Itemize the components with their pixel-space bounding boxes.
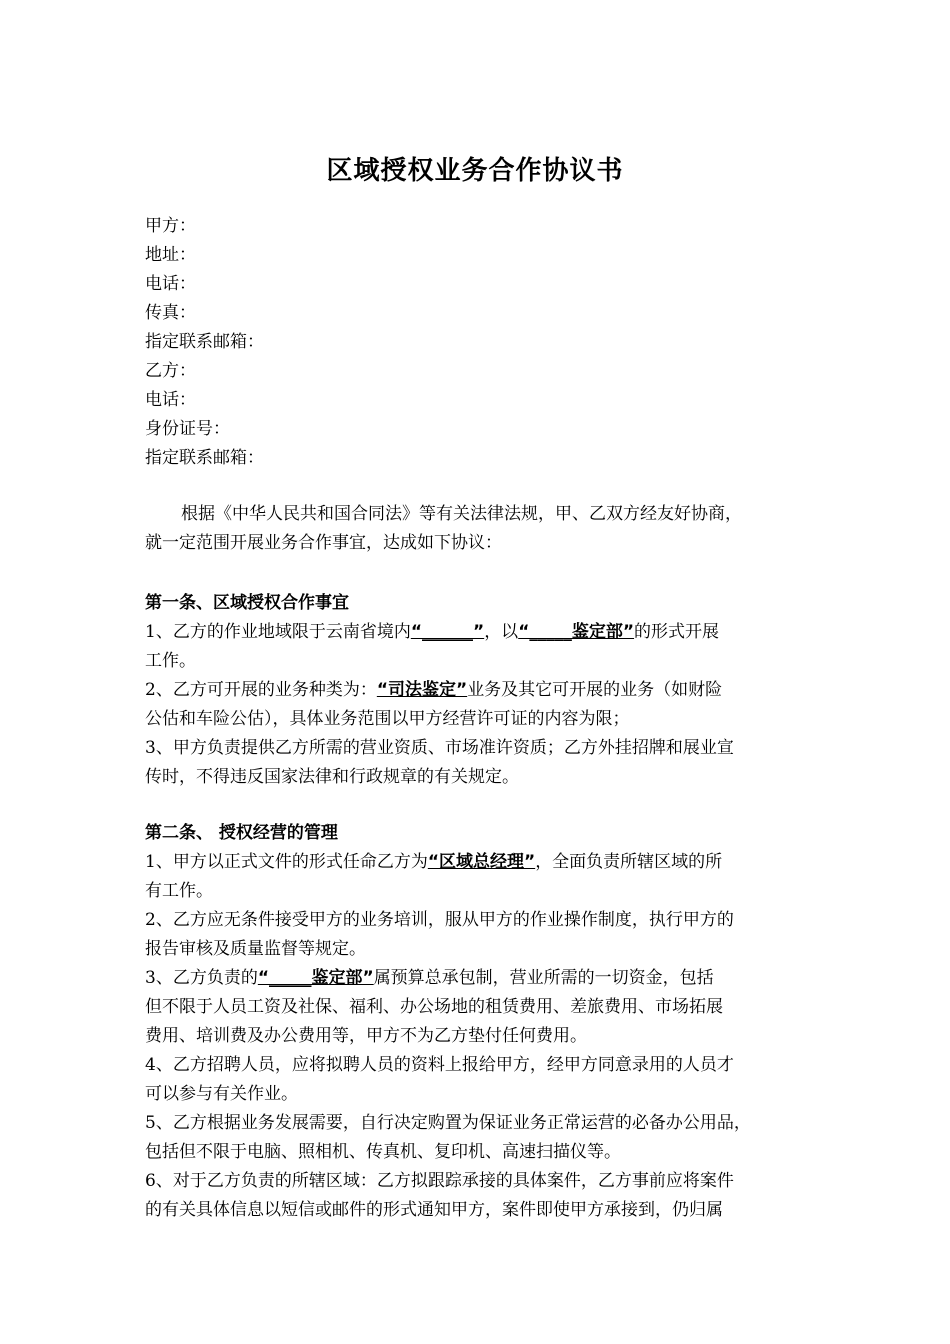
intro-line: 就一定范围开展业务合作事宜，达成如下协议： [145,533,502,553]
party-a-fax-label: 传真： [145,303,196,323]
intro-line: 根据《中华人民共和国合同法》等有关法律法规，甲、乙双方经友好协商， [181,504,742,524]
party-b-id-label: 身份证号： [145,419,230,439]
clause-line: 的有关具体信息以短信或邮件的形式通知甲方，案件即使甲方承接到，仍归属 [145,1200,723,1220]
region-blank: “______” [410,622,485,642]
clause-line: 2、乙方应无条件接受甲方的业务培训，服从甲方的作业操作制度，执行甲方的 [145,910,734,930]
clause-line: 2、乙方可开展的业务种类为：“司法鉴定”业务及其它可开展的业务（如财险 [145,680,723,700]
party-a-phone-label: 电话： [145,274,196,294]
clause-line: 1、甲方以正式文件的形式任命乙方为“区域总经理”，全面负责所辖区域的所 [145,852,723,872]
clause-line: 费用、培训费及办公费用等，甲方不为乙方垫付任何费用。 [145,1026,587,1046]
section-heading: 第二条、 授权经营的管理 [145,823,338,843]
clause-line: 报告审核及质量监督等规定。 [145,939,366,959]
clause-line: 工作。 [145,651,196,671]
clause-line: 4、乙方招聘人员，应将拟聘人员的资料上报给甲方，经甲方同意录用的人员才 [145,1055,734,1075]
clause-line: 3、甲方负责提供乙方所需的营业资质、市场准许资质；乙方外挂招牌和展业宣 [145,738,734,758]
party-a-label: 甲方： [145,216,196,236]
party-info-block [145,212,264,473]
clause-line: 1、乙方的作业地域限于云南省境内“______”，以“_____鉴定部”的形式开展 [145,622,720,642]
section-heading: 第一条、区域授权合作事宜 [145,593,349,613]
clause-line: 3、乙方负责的“_____鉴定部”属预算总承包制，营业所需的一切资金，包括 [145,968,714,988]
clause-line: 包括但不限于电脑、照相机、传真机、复印机、高速扫描仪等。 [145,1142,621,1162]
clause-line: 传时，不得违反国家法律和行政规章的有关规定。 [145,767,519,787]
party-b-label: 乙方： [145,361,196,381]
clause-line: 6、对于乙方负责的所辖区域：乙方拟跟踪承接的具体案件，乙方事前应将案件 [145,1171,734,1191]
business-type: “司法鉴定” [376,680,468,700]
department-name: “_____鉴定部” [257,968,374,988]
appointed-title: “区域总经理” [427,852,536,872]
department-name: “_____鉴定部” [518,622,635,642]
party-b-phone-label: 电话： [145,390,196,410]
clause-line: 公估和车险公估），具体业务范围以甲方经营许可证的内容为限； [145,709,630,729]
clause-line: 可以参与有关作业。 [145,1084,298,1104]
clause-line: 有工作。 [145,881,213,901]
clause-line: 但不限于人员工资及社保、福利、办公场地的租赁费用、差旅费用、市场拓展 [145,997,723,1017]
clause-line: 5、乙方根据业务发展需要，自行决定购置为保证业务正常运营的必备办公用品， [145,1113,751,1133]
party-a-address-label: 地址： [145,245,196,265]
party-b-email-label: 指定联系邮箱： [145,448,264,468]
document-title: 区域授权业务合作协议书 [326,156,624,186]
party-a-email-label: 指定联系邮箱： [145,332,264,352]
document-body [145,500,815,1225]
